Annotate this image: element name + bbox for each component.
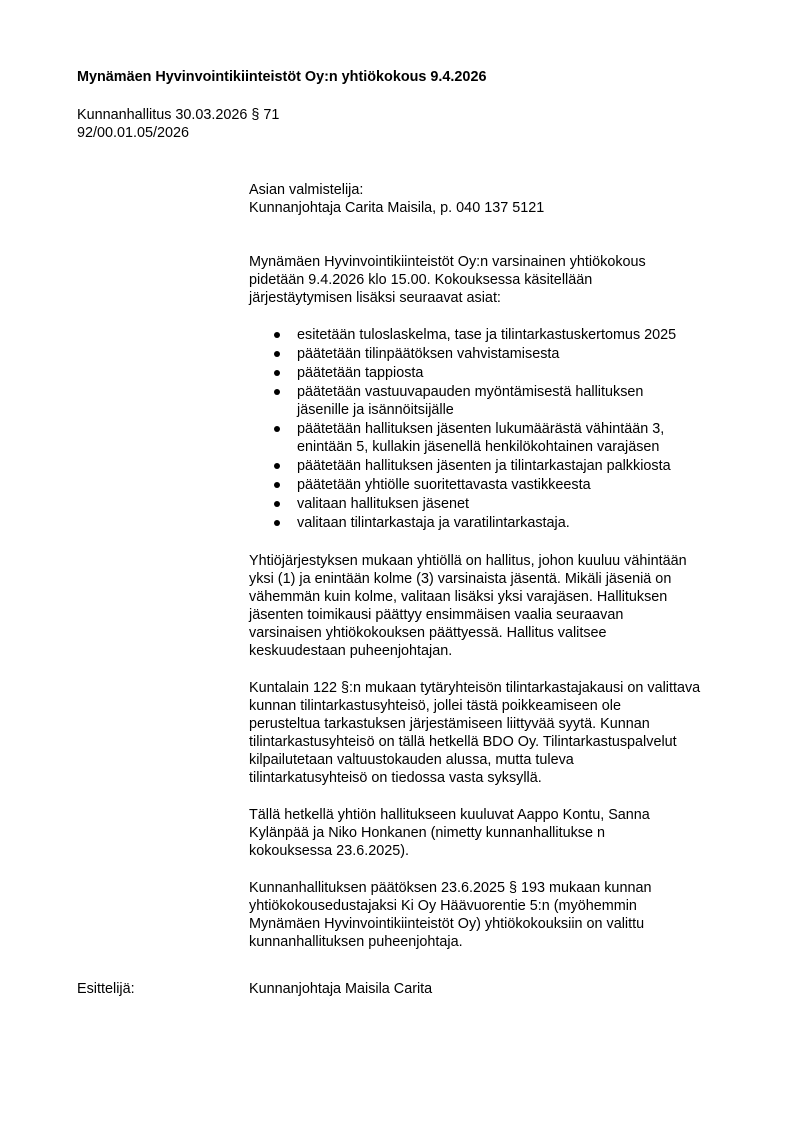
bullet-icon	[274, 501, 280, 507]
agenda-item: esitetään tuloslaskelma, tase ja tilintarkastuskertomus 2025	[249, 326, 744, 344]
bullet-icon	[274, 482, 280, 488]
presenter-value: Kunnanjohtaja Maisila Carita	[249, 981, 433, 997]
paragraph-line: Mynämäen Hyvinvointikiinteistöt Oy) yhtiökokouksiin on valittu	[249, 916, 645, 932]
agenda-item: päätetään tappiosta	[249, 364, 744, 382]
preparer-label: Asian valmistelija:	[249, 182, 364, 198]
auditor-paragraph	[249, 679, 744, 787]
paragraph-line: jäsenten toimikausi päättyy ensimmäisen vaalia seuraavan	[249, 607, 624, 623]
meeting-reference	[77, 106, 279, 142]
preparer-block	[249, 181, 744, 217]
paragraph-line: pidetään 9.4.2026 klo 15.00. Kokouksessa käsitellään	[249, 272, 593, 288]
paragraph-line: Tällä hetkellä yhtiön hallitukseen kuuluvat Aappo Kontu, Sanna	[249, 807, 650, 823]
paragraph-line: Kunnanhallituksen päätöksen 23.6.2025 § 193 mukaan kunnan	[249, 880, 652, 896]
paragraph-line: vähemmän kuin kolme, valitaan lisäksi yksi varajäsen. Hallituksen	[249, 589, 668, 605]
bullet-icon	[274, 520, 280, 526]
document-title: Mynämäen Hyvinvointikiinteistöt Oy:n yhtiökokous 9.4.2026	[77, 69, 487, 85]
paragraph-line: tilintarkatusyhteisö on tiedossa vasta syksyllä.	[249, 770, 542, 786]
agenda-item: päätetään yhtiölle suoritettavasta vastikkeesta	[249, 476, 744, 494]
paragraph-line: kunnanhallituksen puheenjohtaja.	[249, 934, 463, 950]
paragraph-line: järjestäytymisen lisäksi seuraavat asiat:	[249, 290, 501, 306]
meeting-reference-line: Kunnanhallitus 30.03.2026 § 71	[77, 107, 280, 123]
paragraph-line: keskuudestaan puheenjohtajan.	[249, 643, 453, 659]
board-members-paragraph	[249, 806, 744, 860]
paragraph-line: Yhtiöjärjestyksen mukaan yhtiöllä on hallitus, johon kuuluu vähintään	[249, 553, 687, 569]
paragraph-line: yhtiökokousedustajaksi Ki Oy Häävuorentie 5:n (myöhemmin	[249, 898, 637, 914]
bullet-icon	[274, 370, 280, 376]
agenda-item: päätetään hallituksen jäsenten ja tilintarkastajan palkkiosta	[249, 457, 744, 475]
paragraph-line: Kylänpää ja Niko Honkanen (nimetty kunnanhallitukse n	[249, 825, 605, 841]
intro-paragraph	[249, 253, 744, 307]
representative-paragraph	[249, 879, 744, 951]
paragraph-line: tilintarkastusyhteisö on tällä hetkellä BDO Oy. Tilintarkastuspalvelut	[249, 734, 677, 750]
board-composition-paragraph	[249, 552, 744, 660]
agenda-list	[249, 326, 744, 532]
bullet-icon	[274, 332, 280, 338]
agenda-item: valitaan hallituksen jäsenet	[249, 495, 744, 513]
bullet-icon	[274, 426, 280, 432]
paragraph-line: Kuntalain 122 §:n mukaan tytäryhteisön tilintarkastajakausi on valittava	[249, 680, 701, 696]
paragraph-line: kilpailutetaan valtuustokauden alussa, mutta tuleva	[249, 752, 574, 768]
paragraph-line: varsinaisen yhtiökokouksen päättyessä. Hallitus valitsee	[249, 625, 607, 641]
paragraph-line: kokouksessa 23.6.2025).	[249, 843, 409, 859]
preparer-value: Kunnanjohtaja Carita Maisila, p. 040 137 5121	[249, 200, 545, 216]
agenda-item: valitaan tilintarkastaja ja varatilintarkastaja.	[249, 514, 744, 532]
document-body	[249, 181, 744, 970]
paragraph-line: yksi (1) ja enintään kolme (3) varsinaista jäsentä. Mikäli jäseniä on	[249, 571, 672, 587]
bullet-icon	[274, 351, 280, 357]
paragraph-line: kunnan tilintarkastusyhteisö, jollei tästä poikkeamiseen ole	[249, 698, 621, 714]
presenter-label: Esittelijä:	[77, 981, 135, 997]
paragraph-line: Mynämäen Hyvinvointikiinteistöt Oy:n varsinainen yhtiökokous	[249, 254, 646, 270]
case-number: 92/00.01.05/2026	[77, 125, 190, 141]
paragraph-line: perusteltua tarkastuksen järjestämiseen liittyvää syytä. Kunnan	[249, 716, 650, 732]
agenda-item: päätetään hallituksen jäsenten lukumäärästä vähintään 3, enintään 5, kullakin jäsenellä henkilökohtainen varajäsen	[249, 420, 744, 456]
agenda-item: päätetään vastuuvapauden myöntämisestä hallituksen jäsenille ja isännöitsijälle	[249, 383, 744, 419]
bullet-icon	[274, 463, 280, 469]
bullet-icon	[274, 389, 280, 395]
agenda-item: päätetään tilinpäätöksen vahvistamisesta	[249, 345, 744, 363]
